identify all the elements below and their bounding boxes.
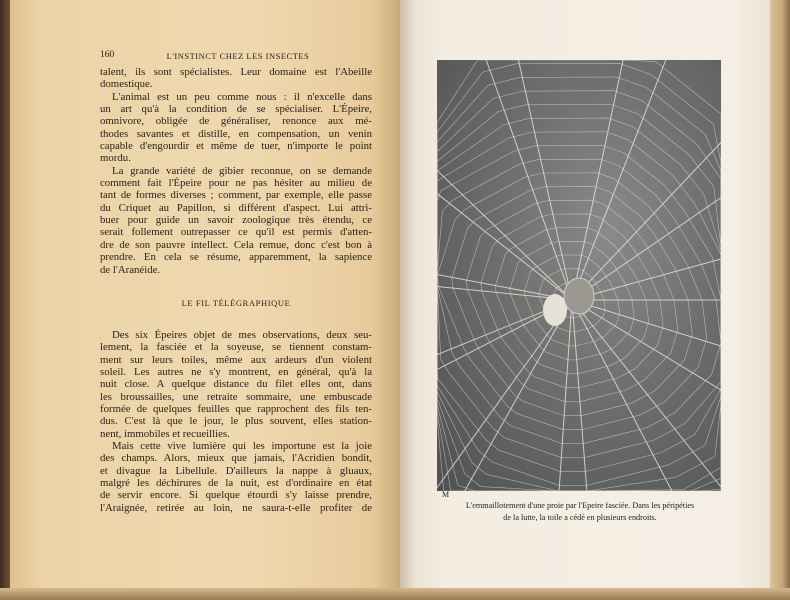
paragraph-block-2 [100,329,372,514]
web-radial-thread [437,170,572,300]
text-line: lement, la fasciée et la soyeuse, se tiennent constam- [100,341,372,354]
plate-mark: M [442,490,450,499]
web-radial-thread [437,300,572,488]
text-line: prendre. En cela se résume, apparemment, la sapience [100,251,372,264]
text-line: Mais cette vive lumière qui les importune est la joie [112,440,372,453]
text-line: serait follement outrepasser ce qu'il est permis d'atten- [100,226,372,239]
text-line: L'animal est un peu comme nous : il n'excelle dans [112,90,372,103]
text-line: comment fait l'Épeire pour ne pas hésiter au milieu de [100,177,372,190]
running-head [100,50,372,62]
book-edge-bottom [0,588,790,600]
running-title: L'INSTINCT CHEZ LES INSECTES [166,51,310,61]
text-line: nent, immobiles et recueillies. [100,427,230,440]
spider-web-illustration [437,60,721,491]
spider-web-photograph [437,60,721,491]
text-line: et divague la Libellule. D'ailleurs la nappe à gluaux, [100,464,372,477]
text-line: ment sur leurs toiles, même aux ardeurs d'un violent [100,353,372,366]
text-line: du Criquet au Papillon, si différent d'aspect. Lui attri- [100,201,372,214]
web-radial-thread [572,300,587,491]
text-line: formée de quelques feuilles que rapprochent des fils ten- [100,403,372,416]
text-line: dus. C'est là que le jour, le plus souvent, elles station- [100,415,372,428]
section-heading: LE FIL TÉLÉGRAPHIQUE [181,298,291,308]
text-line: dre de son pauvre intellect. Cela remue, donc c'est bon à [100,238,372,251]
paragraph-block-1 [100,66,372,276]
text-line: les broussailles, une retraite sommaire, une embuscade [100,390,372,403]
text-line: un art qu'à la condition de se spécialiser. L'Épeire, [100,103,372,116]
wrapped-prey [543,294,567,326]
caption-line: de la lutte, la toile a cédé en plusieurs endroits. [503,512,657,522]
web-radial-thread [486,60,572,300]
text-line: thodes savantes et distille, en compensation, un venin [100,127,372,140]
text-line: talent, ils sont spécialistes. Leur domaine est l'Abeille [100,66,372,78]
web-radial-thread [572,300,721,390]
text-line: tant de formes diverses ; comment, par exemple, elle passe [100,189,372,202]
web-radial-thread [572,300,721,487]
text-line: de l'Aranéide. [100,263,161,276]
text-line: mordu. [100,152,131,165]
spider [564,278,594,314]
text-line: de servir encore. Si quelque étourdi s'y laisse prendre, [100,489,372,502]
web-radial-thread [572,300,721,346]
text-line: buer pour guide un savoir zoologique très étendu, ce [100,214,372,227]
page-number: 160 [100,50,115,60]
caption-line: L'emmaillotement d'une proie par l'Epeire fasciée. Dans les péripéties [465,501,695,510]
text-line: capable d'engourdir et même de tuer, n'importe le point [100,140,372,153]
text-line: l'Araignée, retirée au loin, ne saura-t-elle profiter de [100,501,372,514]
text-line: La grande variété de gibier reconnue, on se demande [112,164,372,177]
text-line: Des six Épeires objet de mes observations, deux seu- [112,329,372,341]
web-radial-thread [572,142,721,300]
figure-caption [430,500,730,523]
web-spiral-thread [437,60,721,491]
web-radial-thread [572,198,721,300]
text-line: des champs. Alors, mieux que jamais, l'Acridien bondit, [100,452,372,465]
web-radial-thread [572,60,666,300]
text-line: malgré les déchirures de la nuit, est d'ordinaire en état [100,477,372,490]
text-line: omnivore, obligée de généraliser, renonce aux mé- [100,115,372,128]
text-line: domestique. [100,78,153,91]
book-edge-right [770,0,790,600]
text-line: soleil. Les autres ne s'y montrent, en général, qu'à la [100,366,372,379]
web-radial-thread [465,300,572,491]
text-line: nuit close. A quelque distance du filet elles ont, dans [100,378,372,391]
